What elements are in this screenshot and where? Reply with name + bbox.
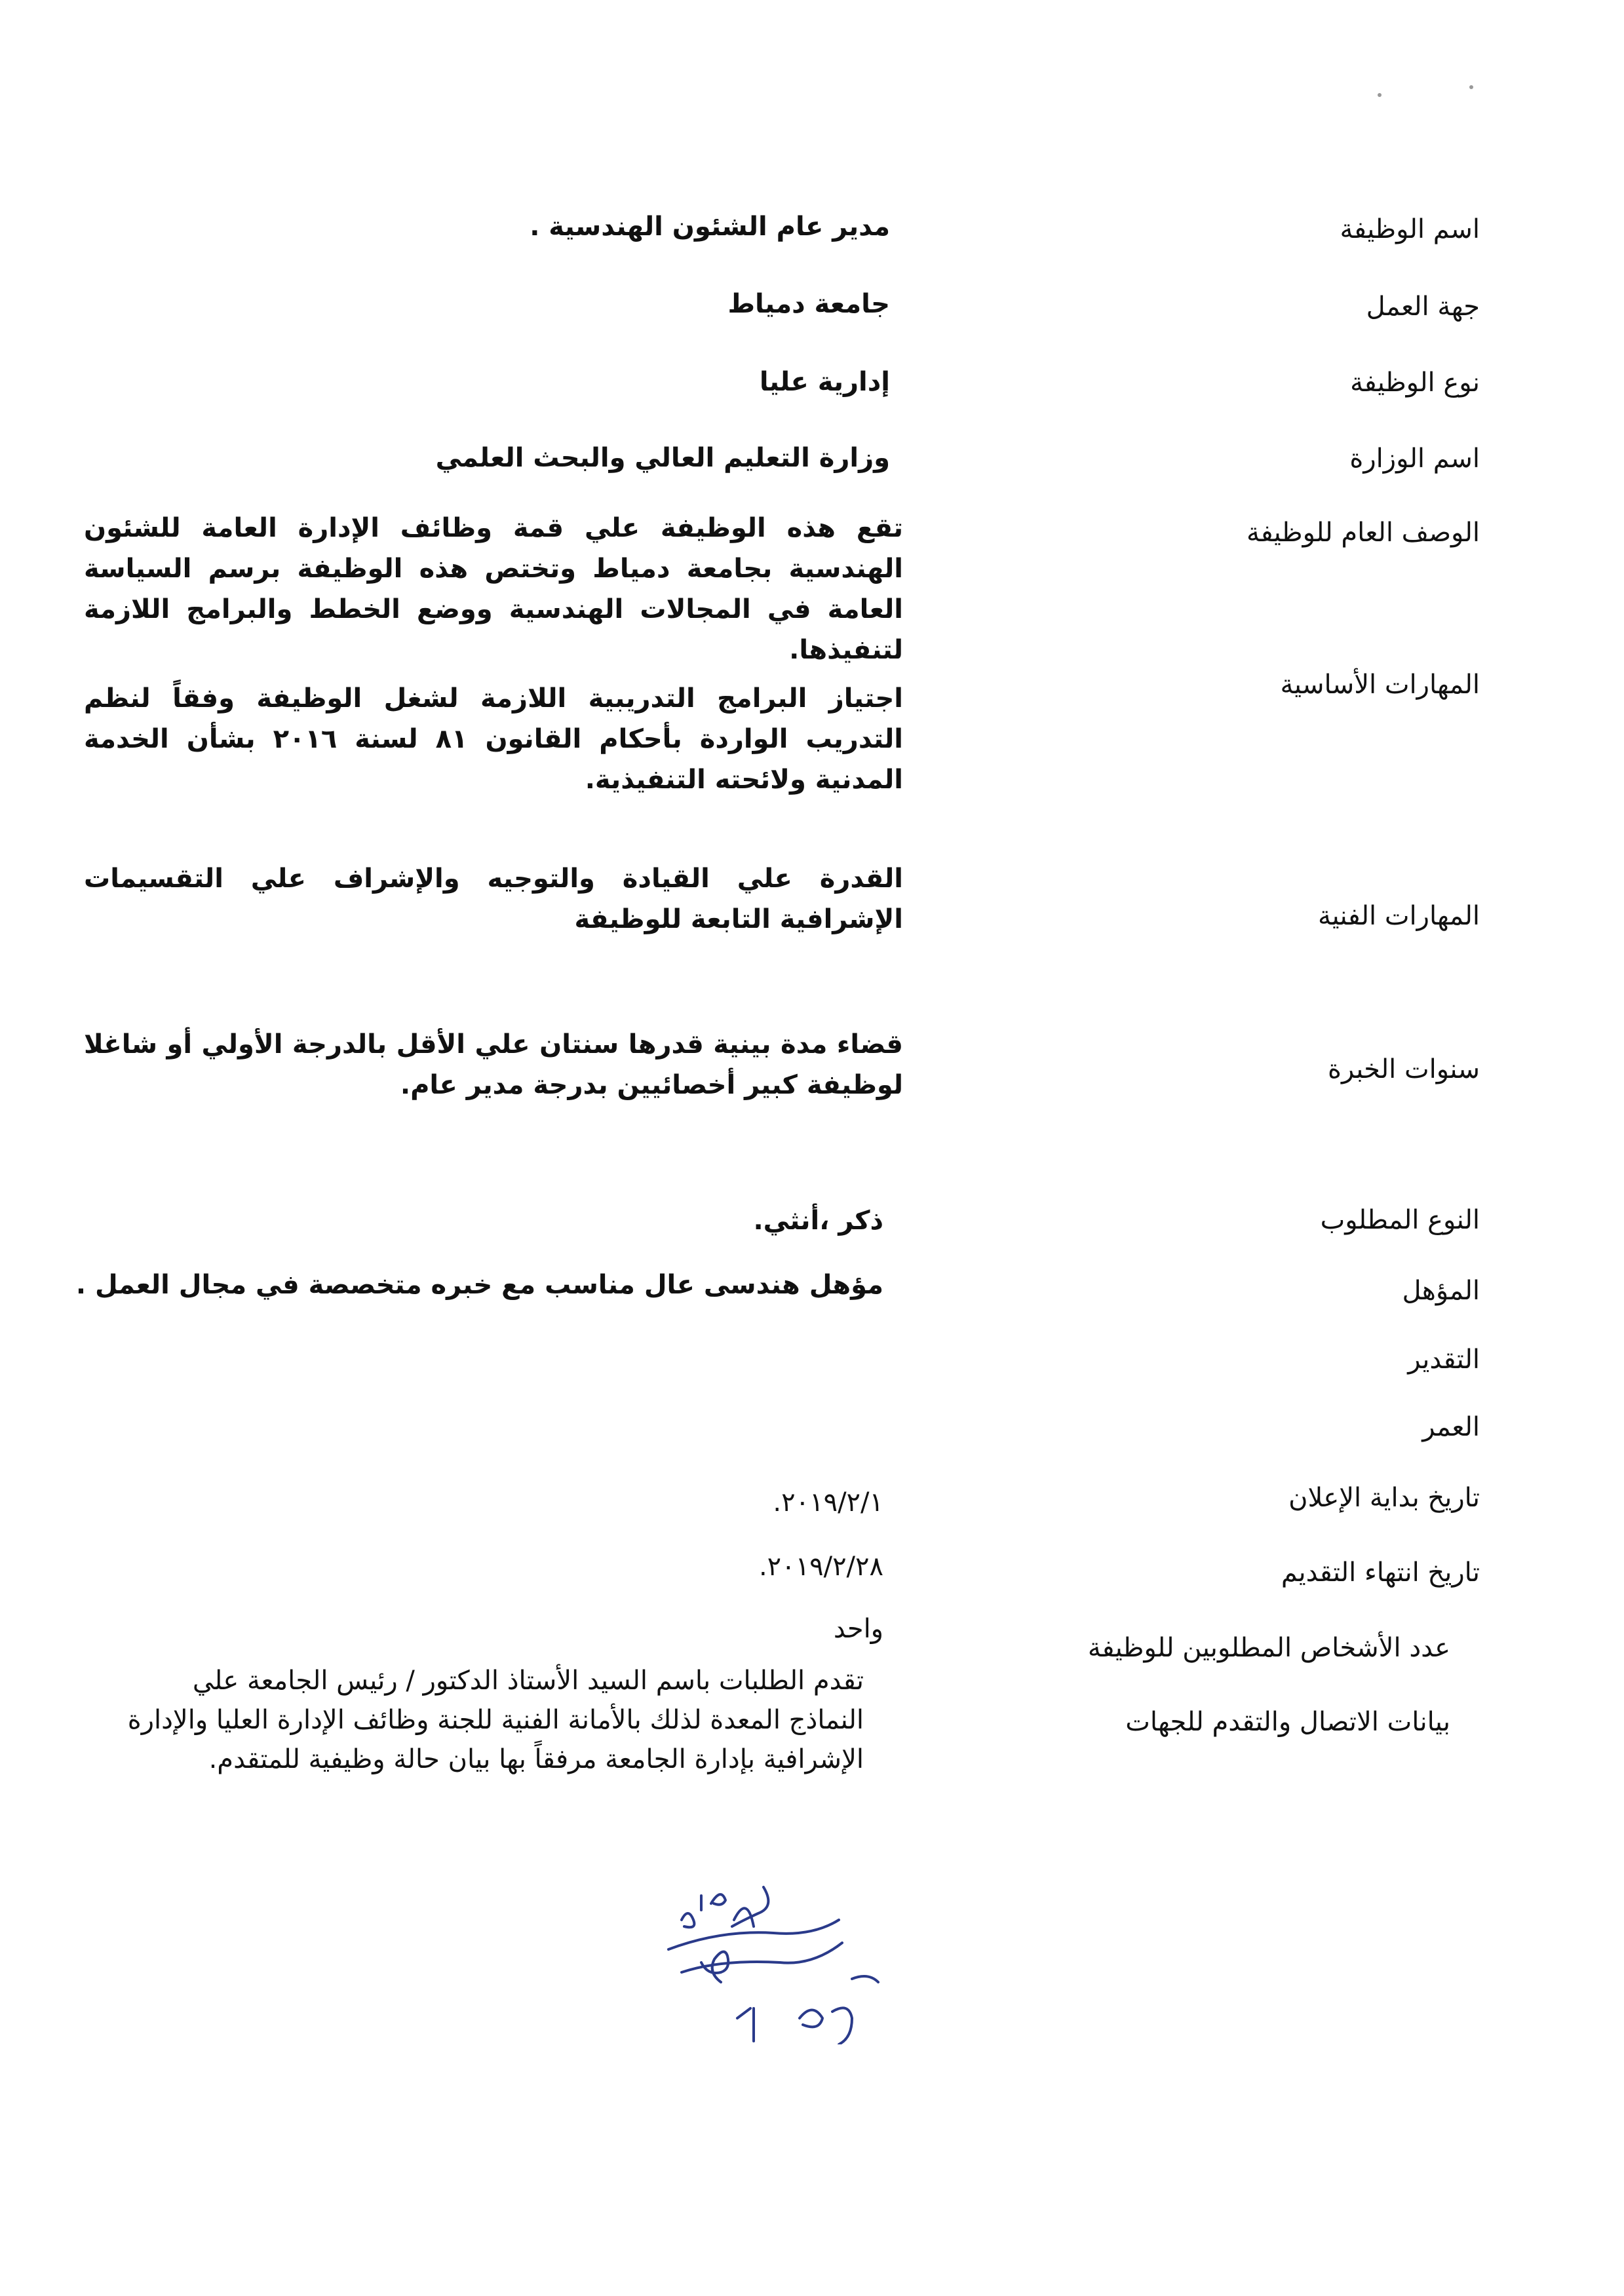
basic-skills-label: المهارات الأساسية	[1280, 670, 1480, 700]
contact-info-value: تقدم الطلبات باسم السيد الأستاذ الدكتور / رئيس الجامعة علي النماذج المعدة لذلك بالأمانة الفنية للجنة وظائف الإدارة العليا والإدارة الإشرافية بإدارة الجامعة مرفقاً بها بيان حالة وظيفية للمتقدم.	[127, 1666, 864, 1774]
age-label: العمر	[1422, 1412, 1480, 1442]
employer-label: جهة العمل	[1366, 292, 1480, 322]
announcement-start-label: تاريخ بداية الإعلان	[1288, 1483, 1480, 1513]
technical-skills-label: المهارات الفنية	[1318, 901, 1480, 931]
required-count-value: واحد	[833, 1614, 883, 1644]
announcement-start-value: ٢٠١٩/٢/١.	[773, 1487, 883, 1518]
experience-years-value: قضاء مدة بينية قدرها سنتان علي الأقل بالدرجة الأولي أو شاغلا لوظيفة كبير أخصائيين بدرجة مدير عام.	[84, 1029, 903, 1100]
grade-label: التقدير	[1408, 1345, 1480, 1375]
technical-skills-value: القدرة علي القيادة والتوجيه والإشراف علي التقسيمات الإشرافية التابعة للوظيفة	[84, 864, 903, 934]
gender-value: ذكر ،أنثي.	[753, 1206, 883, 1236]
job-title-label: اسم الوظيفة	[1340, 214, 1480, 244]
job-title-value: مدير عام الشئون الهندسية .	[530, 212, 890, 242]
gender-label: النوع المطلوب	[1320, 1205, 1480, 1235]
basic-skills-value: اجتياز البرامج التدريبية اللازمة لشغل الوظيفة وفقاً لنظم التدريب الواردة بأحكام القانون ٨١ لسنة ٢٠١٦ بشأن الخدمة المدنية ولائحته التنفيذية.	[84, 683, 903, 795]
job-type-label: نوع الوظيفة	[1350, 368, 1480, 398]
experience-years-label: سنوات الخبرة	[1328, 1054, 1480, 1084]
job-type-value: إدارية عليا	[759, 367, 890, 397]
employer-value: جامعة دمياط	[727, 289, 890, 319]
qualification-value: مؤهل هندسى عال مناسب مع خبره متخصصة في مجال العمل .	[75, 1270, 883, 1300]
contact-info-label: بيانات الاتصال والتقدم للجهات	[1125, 1707, 1450, 1737]
general-description-label: الوصف العام للوظيفة	[1247, 518, 1480, 548]
required-count-label: عدد الأشخاص المطلوبين للوظيفة	[1087, 1633, 1450, 1663]
handwritten-signature	[655, 1874, 931, 2044]
qualification-label: المؤهل	[1402, 1276, 1480, 1306]
ministry-label: اسم الوزارة	[1349, 444, 1480, 474]
ministry-value: وزارة التعليم العالي والبحث العلمي	[435, 443, 890, 473]
application-end-value: ٢٠١٩/٢/٢٨.	[758, 1552, 883, 1582]
scan-specks	[1349, 85, 1480, 98]
application-end-label: تاريخ انتهاء التقديم	[1281, 1558, 1480, 1588]
general-description-value: تقع هذه الوظيفة علي قمة وظائف الإدارة العامة للشئون الهندسية بجامعة دمياط وتختص هذه الوظيفة برسم السياسة العامة في المجالات الهندسية ووضع الخطط والبرامج اللازمة لتنفيذها.	[84, 513, 903, 665]
